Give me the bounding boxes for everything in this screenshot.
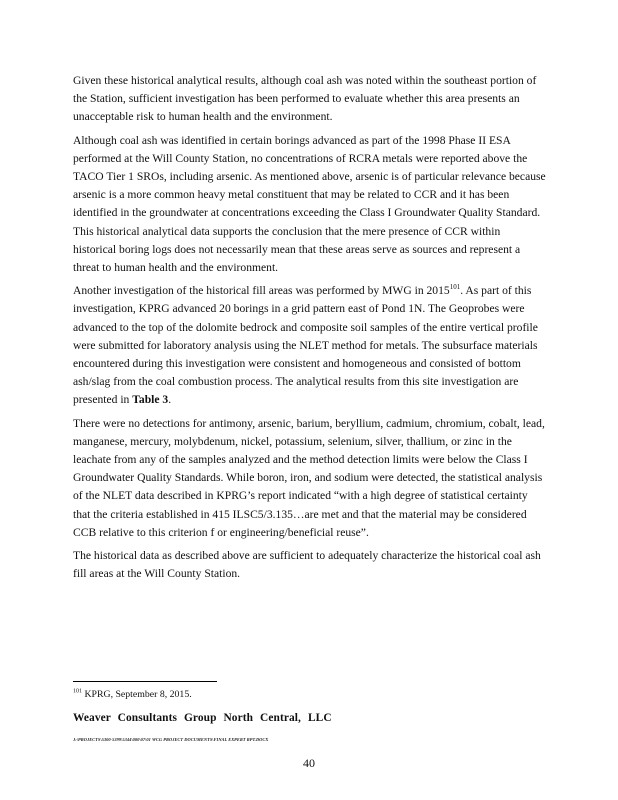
paragraph-coal-ash-southeast: Given these historical analytical results, although coal ash was noted within the southeast portion of the Station, sufficient investigation has been performed to evaluate whether this area presents an unacceptable risk to human health and the environment.: [73, 74, 537, 124]
footnote-reference[interactable]: 101: [449, 283, 461, 292]
footnote-separator: [73, 681, 217, 682]
file-path: J:\PROJECTS\5300-5399\5344\000\07\01 WCG PROJECT DOCUMENTS\FINAL EXPERT RPT.DOCX: [73, 737, 269, 742]
footnote: [73, 689, 192, 701]
firm-name: Weaver Consultants Group North Central, LLC: [73, 712, 332, 724]
paragraph-text: . As part of this investigation, KPRG advanced 20 borings in a grid pattern east of Pond 1N. The Geoprobes were advanced to the top of the dolomite bedrock and composite soil samples of the entire vertical profile were submitted for laboratory analysis using the NLET method for metals. The subsurface materials encountered during this investigation were consistent and homogeneous and consisted of bottom ash/slag from the coal combustion process. The analytical results from this site investigation are presented in: [73, 284, 538, 407]
footnote-number: 101: [73, 688, 82, 695]
paragraph-text: Another investigation of the historical fill areas was performed by MWG in 2015: [73, 284, 450, 298]
paragraph-conclusion: The historical data as described above are sufficient to adequately characterize the historical coal ash fill areas at the Will County Station.: [73, 549, 541, 581]
footnote-text: KPRG, September 8, 2015.: [82, 689, 192, 700]
paragraph-phase-ii-esa: Although coal ash was identified in certain borings advanced as part of the 1998 Phase II ESA performed at the Will County Station, no concentrations of RCRA metals were reported above the TACO Tier 1 SROs, including arsenic. As mentioned above, arsenic is of particular relevance because arsenic is a more common heavy metal constituent that may be related to CCR and it has been identified in the groundwater at concentrations exceeding the Class I Groundwater Quality Standard. This historical analytical data supports the conclusion that the mere presence of CCR within historical boring logs does not necessarily mean that these areas serve as sources and represent a threat to human health and the environment.: [73, 133, 546, 275]
report-body: [73, 72, 546, 588]
paragraph-nlet-results: There were no detections for antimony, arsenic, barium, beryllium, cadmium, chromium, cobalt, lead, manganese, mercury, molybdenum, nickel, potassium, selenium, silver, thallium, or zinc in the leachate from any of the samples analyzed and the method detection limits were below the Class I Groundwater Quality Standards. While boron, iron, and sodium were detected, the statistical analysis of the NLET data described in KPRG’s report indicated “with a high degree of statistical certainty that the criteria established in 415 ILSC5/3.135…are met and that the material may be considered CCB relative to this criterion f or engineering/beneficial reuse”.: [73, 416, 545, 539]
table-reference: Table 3: [132, 393, 169, 407]
paragraph-text: .: [168, 393, 172, 407]
paragraph-mwg-investigation: [73, 282, 546, 409]
page-number: 40: [303, 756, 315, 770]
